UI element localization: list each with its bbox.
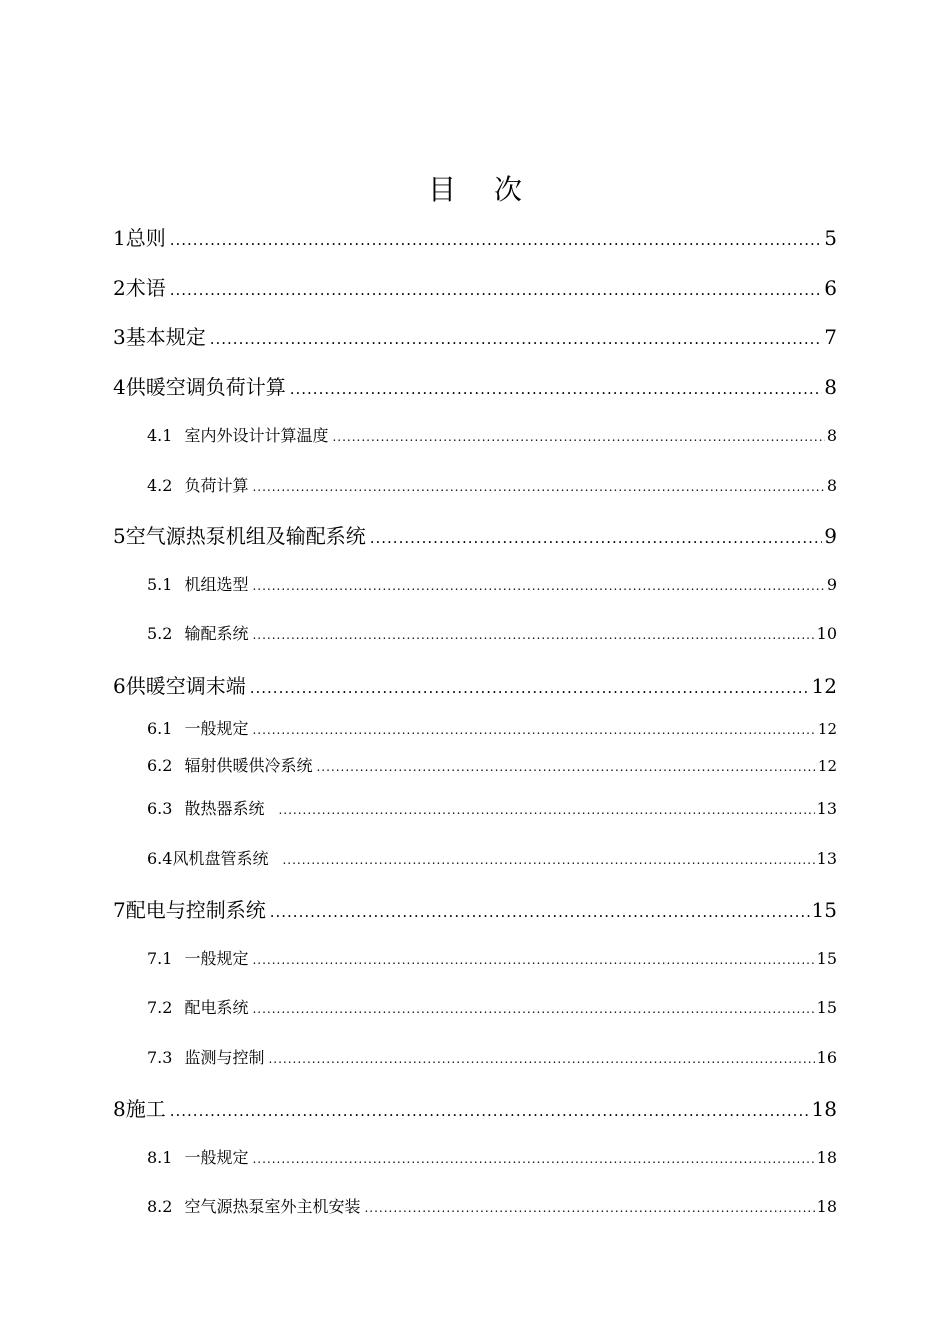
toc-label: 基本规定 bbox=[125, 325, 206, 349]
toc-leader bbox=[250, 679, 810, 697]
toc-label: 一般规定 bbox=[184, 1148, 249, 1167]
toc-number: 6.2 bbox=[147, 756, 173, 775]
toc-number: 5.2 bbox=[147, 624, 173, 643]
toc-number: 8.2 bbox=[147, 1197, 173, 1216]
toc-number: 4 bbox=[113, 375, 126, 399]
toc-leader bbox=[252, 1152, 814, 1166]
toc-page-number: 9 bbox=[826, 575, 837, 594]
toc-label: 风机盘管系统 bbox=[172, 849, 269, 868]
toc-entry-4-2[interactable] bbox=[147, 473, 837, 496]
toc-entry-2[interactable] bbox=[113, 272, 837, 301]
toc-page-number: 12 bbox=[811, 674, 837, 698]
toc-number: 6 bbox=[113, 674, 126, 698]
toc-number: 7.1 bbox=[147, 949, 173, 968]
toc-label: 供暖空调末端 bbox=[125, 674, 246, 698]
toc-label: 一般规定 bbox=[184, 949, 249, 968]
toc-number: 7 bbox=[113, 898, 126, 922]
toc-leader bbox=[332, 430, 824, 444]
toc-page-number: 8 bbox=[826, 476, 837, 495]
toc-leader bbox=[278, 803, 814, 817]
toc-label: 监测与控制 bbox=[184, 1048, 265, 1067]
toc-label: 室内外设计计算温度 bbox=[184, 426, 329, 445]
toc-number: 1 bbox=[113, 226, 126, 250]
toc-leader bbox=[252, 480, 824, 494]
toc-number: 3 bbox=[113, 325, 126, 349]
toc-page-number: 12 bbox=[817, 757, 837, 775]
toc-number: 8 bbox=[113, 1097, 126, 1121]
toc-leader bbox=[170, 1102, 810, 1120]
toc-label: 一般规定 bbox=[184, 719, 249, 738]
toc-page-number: 18 bbox=[816, 1148, 837, 1167]
toc-entry-4[interactable] bbox=[113, 371, 837, 400]
toc-number: 4.2 bbox=[147, 476, 173, 495]
toc-page-number: 10 bbox=[816, 624, 837, 643]
toc-page-number: 18 bbox=[811, 1097, 837, 1121]
toc-page-number: 13 bbox=[816, 849, 837, 868]
toc-leader bbox=[270, 903, 810, 921]
toc-page-number: 9 bbox=[824, 524, 837, 548]
toc-label: 空气源热泵室外主机安装 bbox=[184, 1197, 361, 1216]
toc-label: 术语 bbox=[125, 276, 166, 300]
toc-entry-5-2[interactable] bbox=[147, 621, 837, 644]
toc-leader bbox=[170, 231, 823, 249]
toc-entry-8-1[interactable] bbox=[147, 1145, 837, 1168]
toc-label: 总则 bbox=[125, 226, 166, 250]
toc-label: 机组选型 bbox=[184, 575, 249, 594]
toc-page-number: 12 bbox=[817, 720, 837, 738]
toc-entry-7-2[interactable] bbox=[147, 995, 837, 1018]
toc-entry-6[interactable] bbox=[113, 670, 837, 699]
toc-page-number: 8 bbox=[824, 375, 837, 399]
toc-number: 7.3 bbox=[147, 1048, 173, 1067]
toc-leader bbox=[290, 380, 823, 398]
toc-leader bbox=[282, 853, 814, 867]
toc-page-number: 15 bbox=[816, 949, 837, 968]
toc-label: 负荷计算 bbox=[184, 476, 249, 495]
toc-number: 6.4 bbox=[147, 849, 173, 868]
toc-label: 施工 bbox=[125, 1097, 166, 1121]
toc-leader bbox=[316, 760, 815, 774]
toc-label: 辐射供暖供冷系统 bbox=[184, 756, 313, 775]
toc-entry-5[interactable] bbox=[113, 520, 837, 549]
toc-page-number: 15 bbox=[816, 998, 837, 1017]
toc-leader bbox=[252, 579, 824, 593]
toc-entry-5-1[interactable] bbox=[147, 572, 837, 595]
toc-number: 6.1 bbox=[147, 719, 173, 738]
toc-entry-6-4[interactable] bbox=[147, 846, 837, 869]
toc-label: 配电系统 bbox=[184, 998, 249, 1017]
toc-entry-4-1[interactable] bbox=[147, 423, 837, 446]
toc-leader bbox=[210, 330, 823, 348]
toc-entry-1[interactable] bbox=[113, 222, 837, 251]
toc-entry-6-1[interactable] bbox=[147, 716, 837, 739]
toc-number: 5.1 bbox=[147, 575, 173, 594]
toc-label: 供暖空调负荷计算 bbox=[125, 375, 286, 399]
toc-page-number: 13 bbox=[816, 799, 837, 818]
toc-number: 2 bbox=[113, 276, 126, 300]
toc-number: 8.1 bbox=[147, 1148, 173, 1167]
toc-page-number: 15 bbox=[811, 898, 837, 922]
toc-entry-6-3[interactable] bbox=[147, 796, 837, 819]
toc-label: 配电与控制系统 bbox=[125, 898, 266, 922]
toc-number: 7.2 bbox=[147, 998, 173, 1017]
title-char-1: 目 bbox=[427, 173, 456, 206]
toc-leader bbox=[268, 1052, 814, 1066]
toc-entry-8-2[interactable] bbox=[147, 1194, 837, 1217]
toc-entry-7[interactable] bbox=[113, 894, 837, 923]
toc-entry-3[interactable] bbox=[113, 321, 837, 350]
page-title bbox=[0, 168, 950, 208]
toc-leader bbox=[252, 628, 814, 642]
toc-page-number: 8 bbox=[826, 426, 837, 445]
toc-number: 4.1 bbox=[147, 426, 173, 445]
toc-label: 散热器系统 bbox=[184, 799, 265, 818]
toc-page-number: 18 bbox=[816, 1197, 837, 1216]
toc-entry-8[interactable] bbox=[113, 1093, 837, 1122]
toc-entry-7-3[interactable] bbox=[147, 1045, 837, 1068]
title-char-2: 次 bbox=[494, 173, 523, 206]
toc-leader bbox=[364, 1201, 814, 1215]
toc-page-number: 5 bbox=[824, 226, 837, 250]
toc-entry-7-1[interactable] bbox=[147, 946, 837, 969]
toc-page-number: 7 bbox=[824, 325, 837, 349]
toc-label: 输配系统 bbox=[184, 624, 249, 643]
toc-entry-6-2[interactable] bbox=[147, 753, 837, 776]
toc-leader bbox=[370, 529, 823, 547]
toc-page-number: 6 bbox=[824, 276, 837, 300]
toc-leader bbox=[252, 953, 814, 967]
toc-number: 6.3 bbox=[147, 799, 173, 818]
toc-leader bbox=[252, 1002, 814, 1016]
toc-leader bbox=[170, 281, 823, 299]
toc-page-number: 16 bbox=[816, 1048, 837, 1067]
toc-label: 空气源热泵机组及输配系统 bbox=[125, 524, 366, 548]
toc-leader bbox=[252, 723, 815, 737]
toc-number: 5 bbox=[113, 524, 126, 548]
